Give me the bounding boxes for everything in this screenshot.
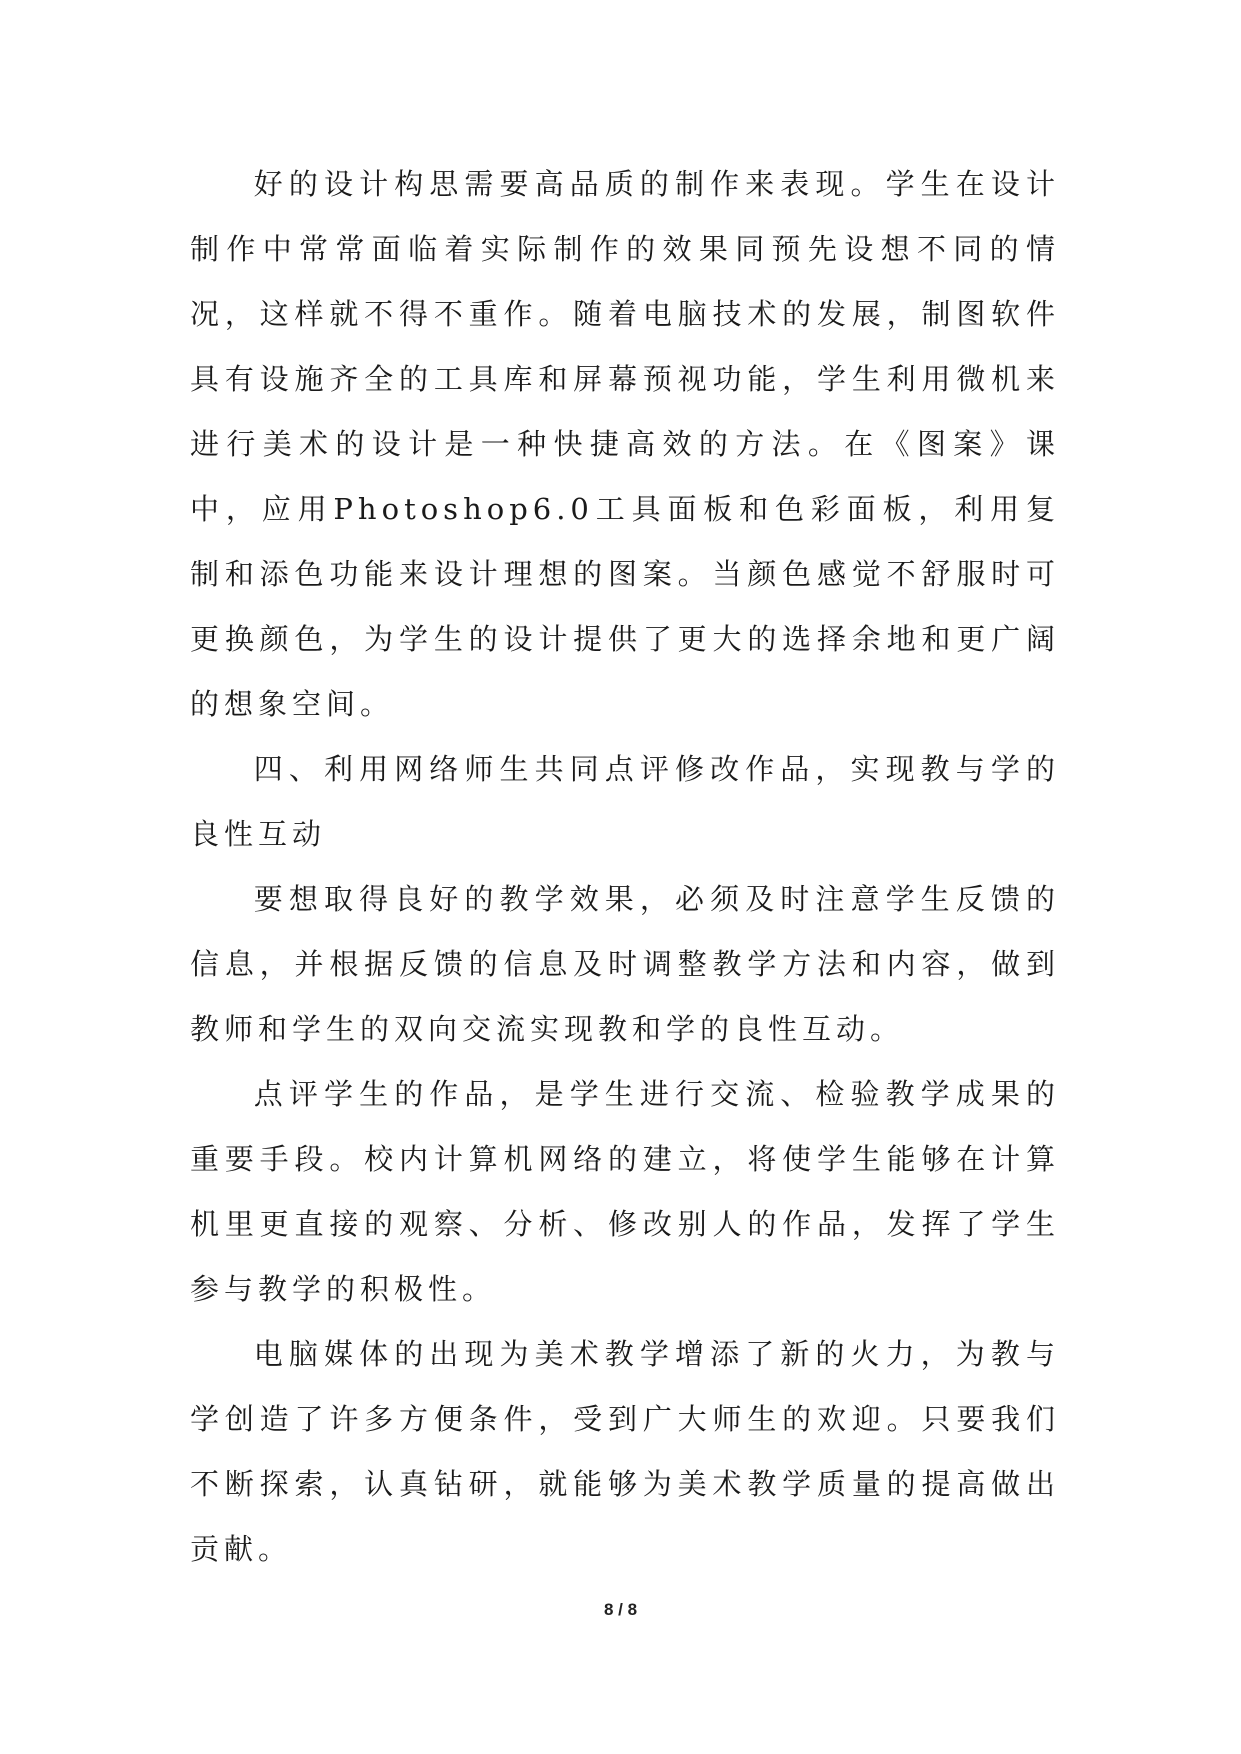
- document-body: [190, 152, 1060, 1582]
- paragraph-design-production: 好的设计构思需要高品质的制作来表现。学生在设计制作中常常面临着实际制作的效果同预先设想不同的情况，这样就不得不重作。随着电脑技术的发展，制图软件具有设施齐全的工具库和屏幕预视功能，学生利用微机来进行美术的设计是一种快捷高效的方法。在《图案》课中，应用Photoshop6.0工具面板和色彩面板，利用复制和添色功能来设计理想的图案。当颜色感觉不舒服时可更换颜色，为学生的设计提供了更大的选择余地和更广阔的想象空间。: [190, 167, 1060, 721]
- paragraph-feedback: 要想取得良好的教学效果，必须及时注意学生反馈的信息，并根据反馈的信息及时调整教学方法和内容，做到教师和学生的双向交流实现教和学的良性互动。: [190, 882, 1060, 1046]
- paragraph-student-review: 点评学生的作品，是学生进行交流、检验教学成果的重要手段。校内计算机网络的建立，将使学生能够在计算机里更直接的观察、分析、修改别人的作品，发挥了学生参与教学的积极性。: [190, 1077, 1060, 1306]
- paragraph-conclusion: 电脑媒体的出现为美术教学增添了新的火力，为教与学创造了许多方便条件，受到广大师生的欢迎。只要我们不断探索，认真钻研，就能够为美术教学质量的提高做出贡献。: [190, 1337, 1060, 1566]
- page-number: 8 / 8: [603, 1600, 638, 1619]
- section-heading-network-review: 四、利用网络师生共同点评修改作品，实现教与学的良性互动: [190, 752, 1060, 851]
